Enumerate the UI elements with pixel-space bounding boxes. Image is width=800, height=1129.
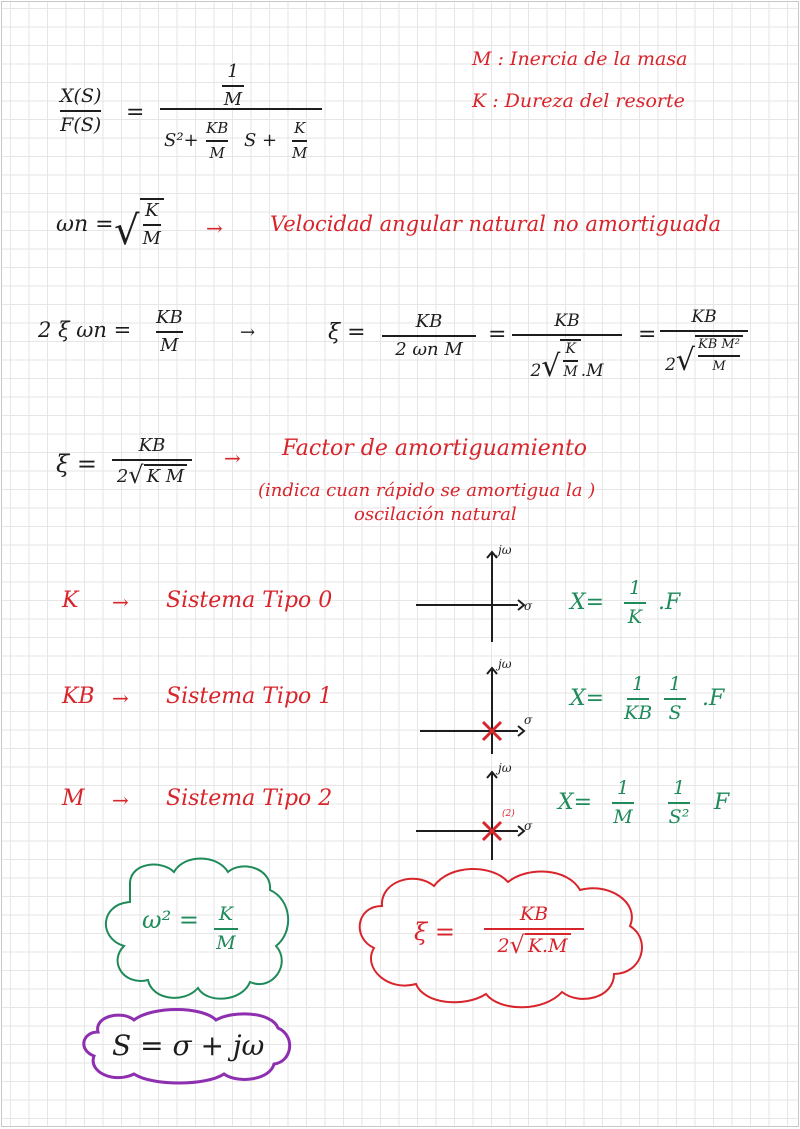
zeta-result-note-1: (indica cuan rápido se amortigua la ) — [258, 480, 596, 501]
zeta-derivation-f4-den-pre: 2 — [665, 354, 676, 375]
cloud-red-lhs: ξ = — [414, 918, 455, 946]
system-eq-tail: F — [714, 790, 730, 815]
transfer-rhs-den-k-den: M — [292, 143, 308, 162]
system-eq-f2-den: S — [668, 701, 682, 724]
transfer-lhs-fraction — [60, 86, 101, 136]
zeta-derivation-f1-den: M — [160, 334, 179, 356]
zeta-derivation-xi-eq: ξ = — [328, 320, 366, 345]
zeta-derivation-eq2: = — [638, 322, 657, 347]
system-eq-lhs: X= — [570, 686, 605, 711]
zeta-derivation-f3-num: KB — [554, 311, 580, 331]
system-eq-lhs: X= — [558, 790, 593, 815]
zeta-derivation-f3-den-post: .M — [580, 360, 604, 381]
wn-lhs: ωn = — [56, 212, 114, 237]
system-eq-lhs: X= — [570, 590, 605, 615]
transfer-rhs-den-kb — [206, 120, 228, 161]
drawing-layer — [2, 2, 798, 1126]
zeta-result-lhs: ξ = — [56, 450, 97, 478]
axis-sigma-label: σ — [524, 819, 533, 833]
legend-mass: M : Inercia de la masa — [472, 48, 688, 70]
zeta-derivation-f1-num: KB — [156, 307, 183, 328]
zeta-derivation-f4-sqrt-num: KB M² — [698, 336, 740, 352]
zeta-derivation-lhs: 2 ξ ωn = — [38, 318, 132, 342]
transfer-rhs-den-s: S + — [244, 130, 278, 151]
axis-sigma-label: σ — [524, 713, 533, 727]
zeta-derivation-f4: KB 2 √ KB M² M — [660, 308, 748, 374]
zeta-result-num: KB — [138, 435, 166, 456]
system-eq-f1 — [624, 674, 652, 724]
arrow-icon: → — [112, 590, 129, 614]
cloud-red-frac: KB 2 √ K.M — [484, 904, 584, 957]
system-eq-tail: .F — [702, 686, 725, 711]
wn-sqrt-num: K — [144, 200, 159, 221]
system-eq-f1-den: K — [627, 605, 643, 628]
arrow-icon: → — [240, 322, 256, 343]
system-param: KB — [62, 684, 95, 709]
cloud-green-num: K — [218, 903, 234, 925]
wn-description: Velocidad angular natural no amortiguada — [270, 212, 722, 236]
cloud-red-den-sqrt: K.M — [525, 933, 571, 957]
transfer-lhs-num: X(S) — [60, 85, 102, 107]
zeta-derivation-f4-sqrt-den: M — [712, 358, 726, 374]
arrow-icon: → — [112, 788, 129, 812]
zeta-derivation-f2-den: 2 ωn M — [395, 338, 463, 360]
zeta-derivation-f2-num: KB — [415, 311, 443, 332]
axis-sigma-label: σ — [524, 599, 533, 613]
wn-sqrt: √ K M — [114, 198, 164, 249]
pole-multiplicity: (2) — [502, 809, 515, 819]
system-eq-f2-num: 1 — [668, 673, 682, 695]
zeta-derivation-f1 — [156, 308, 183, 356]
system-eq-f1-num: 1 — [616, 777, 630, 799]
system-eq-f2-den: S² — [668, 805, 690, 828]
zeta-derivation-eq1: = — [488, 322, 507, 347]
zeta-result-desc: Factor de amortiguamiento — [282, 436, 588, 461]
zeta-result-frac: KB 2 √ K M — [112, 436, 192, 487]
system-eq-f1 — [624, 578, 646, 628]
notebook-page — [1, 1, 799, 1127]
system-eq-f1-den: KB — [624, 701, 653, 724]
zeta-derivation-f2 — [382, 312, 476, 360]
transfer-rhs-num-frac — [222, 62, 244, 110]
system-eq-f1-num: 1 — [628, 577, 642, 599]
transfer-rhs-num-num: 1 — [227, 61, 239, 82]
transfer-lhs-den: F(S) — [60, 113, 102, 136]
cloud-green-frac — [214, 904, 238, 954]
transfer-rhs-den-k-num: K — [294, 119, 306, 137]
zeta-result-note-2: oscilación natural — [354, 504, 517, 525]
axis-jw-label: jω — [498, 657, 512, 671]
cloud-purple-text: S = σ + jω — [112, 1029, 265, 1062]
transfer-rhs-den-kb-num: KB — [206, 119, 229, 137]
zeta-derivation-f4-num: KB — [691, 307, 717, 327]
transfer-rhs-den-kb-den: M — [209, 143, 225, 162]
zeta-derivation-f3-sqrt-den: M — [563, 364, 578, 381]
system-eq-f2-num: 1 — [672, 777, 686, 799]
system-eq-f1-num: 1 — [632, 673, 645, 695]
zeta-derivation-f3-sqrt-num: K — [565, 340, 576, 357]
cloud-red-num: KB — [519, 903, 549, 925]
arrow-icon: → — [112, 686, 129, 710]
axis-jw-label: jω — [498, 543, 512, 557]
zeta-result-den-sqrt: K M — [144, 464, 188, 487]
cloud-green-den: M — [216, 931, 236, 954]
system-param: K — [62, 588, 79, 613]
system-label: Sistema Tipo 1 — [166, 684, 333, 709]
cloud-green-lhs: ω² = — [142, 906, 199, 934]
axis-jw-label: jω — [498, 761, 512, 775]
system-label: Sistema Tipo 0 — [166, 588, 333, 613]
zeta-result-den-pre: 2 — [116, 465, 129, 487]
transfer-rhs-den-s2: S²+ — [164, 130, 199, 151]
arrow-icon: → — [224, 446, 241, 470]
pole-cross-icon — [483, 722, 501, 840]
legend-spring: K : Dureza del resorte — [472, 90, 685, 112]
zeta-derivation-f3-den-pre: 2 — [530, 360, 542, 381]
cloud-red-den-pre: 2 — [497, 934, 510, 957]
zeta-derivation-f3: KB 2 √ K M .M — [512, 312, 622, 380]
system-eq-f2 — [668, 778, 690, 828]
transfer-equals: = — [126, 100, 145, 125]
wn-sqrt-den: M — [142, 227, 161, 249]
system-eq-f1 — [612, 778, 634, 828]
arrow-icon: → — [206, 216, 223, 240]
transfer-rhs-den-k — [292, 120, 307, 161]
system-eq-tail: .F — [658, 590, 681, 615]
system-eq-f1-den: M — [613, 805, 633, 828]
transfer-rhs-num-den: M — [223, 88, 243, 110]
system-param: M — [62, 786, 85, 811]
system-eq-f2 — [664, 674, 686, 724]
system-label: Sistema Tipo 2 — [166, 786, 333, 811]
